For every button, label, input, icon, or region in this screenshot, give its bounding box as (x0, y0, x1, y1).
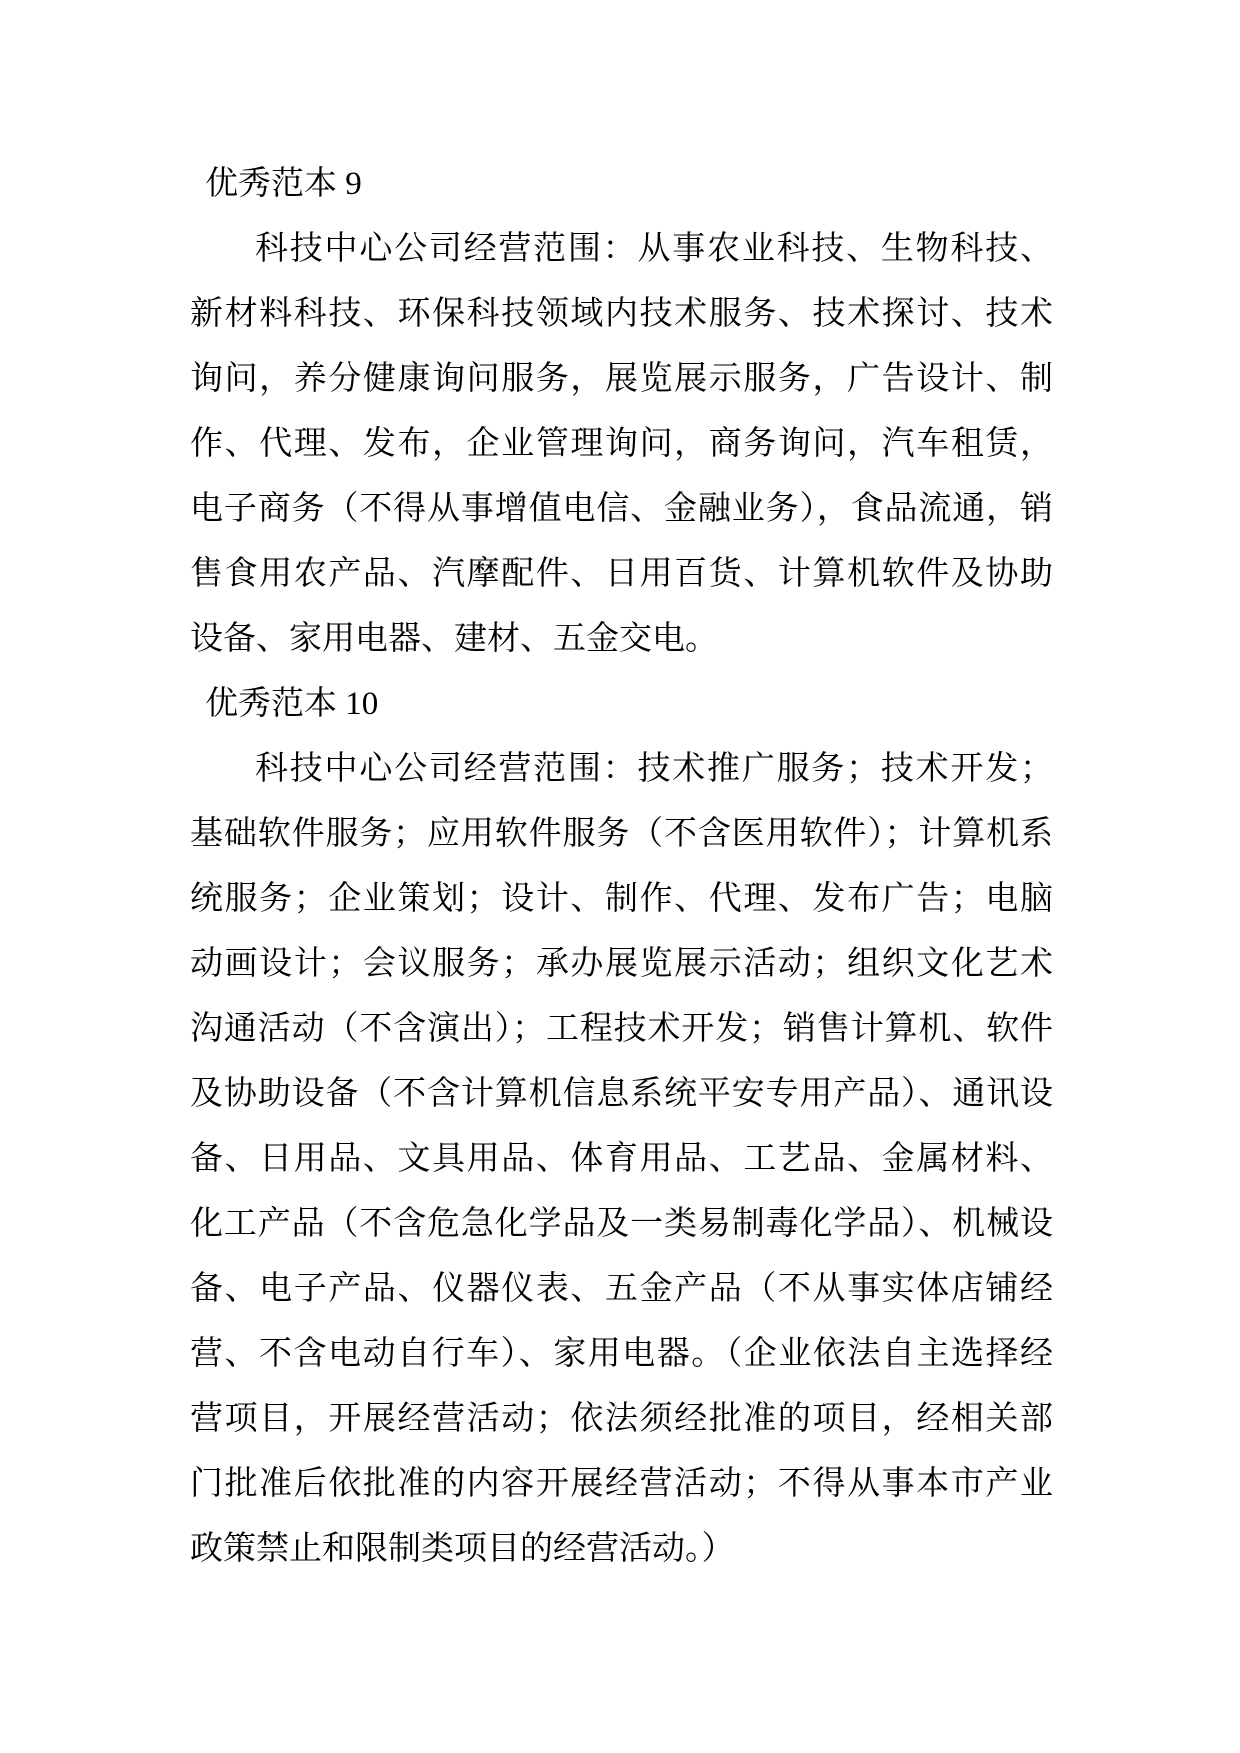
text-line: 沟通活动（不含演出）；工程技术开发；销售计算机、软件 (190, 1011, 1053, 1047)
section-heading: 优秀范本 10 (205, 686, 379, 722)
text-line: 门批准后依批准的内容开展经营活动；不得从事本市产业 (190, 1466, 1053, 1502)
section-heading: 优秀范本 9 (205, 166, 362, 202)
text-line: 基础软件服务；应用软件服务（不含医用软件）；计算机系 (190, 816, 1053, 852)
document-content (190, 152, 1053, 1582)
text-line: 备、电子产品、仪器仪表、五金产品（不从事实体店铺经 (190, 1271, 1053, 1307)
text-line: 科技中心公司经营范围：技术推广服务；技术开发； (255, 751, 1053, 787)
text-line: 科技中心公司经营范围：从事农业科技、生物科技、 (255, 231, 1053, 267)
text-line: 统服务；企业策划；设计、制作、代理、发布广告；电脑 (190, 881, 1053, 917)
text-line: 营、不含电动自行车）、家用电器。（企业依法自主选择经 (190, 1336, 1053, 1372)
text-line: 政策禁止和限制类项目的经营活动。） (190, 1531, 735, 1567)
text-line: 售食用农产品、汽摩配件、日用百货、计算机软件及协助 (190, 556, 1053, 592)
text-line: 询问，养分健康询问服务，展览展示服务，广告设计、制 (190, 361, 1053, 397)
text-line: 及协助设备（不含计算机信息系统平安专用产品）、通讯设 (190, 1076, 1053, 1112)
text-line: 设备、家用电器、建材、五金交电。 (190, 621, 718, 657)
text-line: 营项目，开展经营活动；依法须经批准的项目，经相关部 (190, 1401, 1053, 1437)
text-line: 化工产品（不含危急化学品及一类易制毒化学品）、机械设 (190, 1206, 1053, 1242)
text-line: 备、日用品、文具用品、体育用品、工艺品、金属材料、 (190, 1141, 1053, 1177)
text-line: 电子商务（不得从事增值电信、金融业务），食品流通，销 (190, 491, 1053, 527)
text-line: 作、代理、发布，企业管理询问，商务询问，汽车租赁， (190, 426, 1053, 462)
text-line: 新材料科技、环保科技领域内技术服务、技术探讨、技术 (190, 296, 1053, 332)
text-line: 动画设计；会议服务；承办展览展示活动；组织文化艺术 (190, 946, 1053, 982)
